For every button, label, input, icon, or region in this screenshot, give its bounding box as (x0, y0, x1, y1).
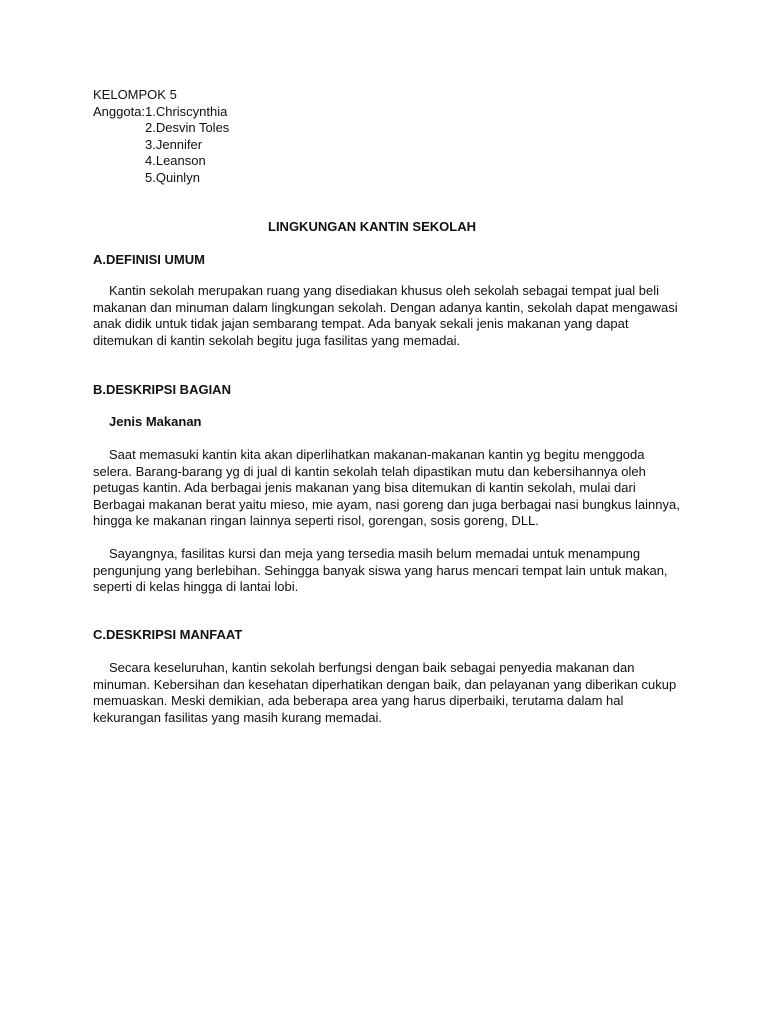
section-b-paragraph-1: Saat memasuki kantin kita akan diperlihatkan makanan-makanan kantin yg begitu menggoda selera. Barang-barang yg di jual di kantin sekolah telah dipastikan mutu dan kebersihannya oleh petugas kantin. Ada berbagai jenis makanan yang bisa ditemukan di kantin sekolah, mulai dari Berbagai makanan berat yaitu mieso, mie ayam, nasi goreng dan juga berbagai nasi bungkus lainnya, hingga ke makanan ringan lainnya seperti risol, gorengan, sosis goreng, DLL. (93, 447, 680, 528)
member-item: 2.Desvin Toles (145, 120, 230, 135)
section-b-paragraph-2: Sayangnya, fasilitas kursi dan meja yang tersedia masih belum memadai untuk menampung pengunjung yang berlebihan. Sehingga banyak siswa yang harus mencari tempat lain untuk makan, seperti di kelas hingga di lantai lobi. (93, 546, 668, 594)
section-b-subheading: Jenis Makanan (109, 414, 202, 429)
document-title: LINGKUNGAN KANTIN SEKOLAH (268, 219, 476, 234)
member-item: 5.Quinlyn (145, 170, 200, 185)
member-item: 4.Leanson (145, 153, 206, 168)
section-a-heading: A.DEFINISI UMUM (93, 252, 205, 267)
section-a-paragraph: Kantin sekolah merupakan ruang yang disediakan khusus oleh sekolah sebagai tempat jual beli makanan dan minuman dalam lingkungan sekolah. Dengan adanya kantin, sekolah dapat mengawasi anak didik untuk tidak jajan sembarang tempat. Ada banyak sekali jenis makanan yang dapat ditemukan di kantin sekolah begitu juga fasilitas yang memadai. (93, 283, 678, 348)
section-b-heading: B.DESKRIPSI BAGIAN (93, 382, 231, 397)
member-item: 3.Jennifer (145, 137, 203, 152)
group-name: KELOMPOK 5 (93, 87, 177, 102)
section-c-paragraph: Secara keseluruhan, kantin sekolah berfungsi dengan baik sebagai penyedia makanan dan minuman. Kebersihan dan kesehatan diperhatikan dengan baik, dan pelayanan yang diberikan cukup memuaskan. Meski demikian, ada beberapa area yang harus diperbaiki, terutama dalam hal kekurangan fasilitas yang masih kurang memadai. (93, 660, 677, 725)
section-c-heading: C.DESKRIPSI MANFAAT (93, 627, 243, 642)
member-item: 1.Chriscynthia (145, 104, 228, 119)
members-label: Anggota: (93, 104, 146, 119)
